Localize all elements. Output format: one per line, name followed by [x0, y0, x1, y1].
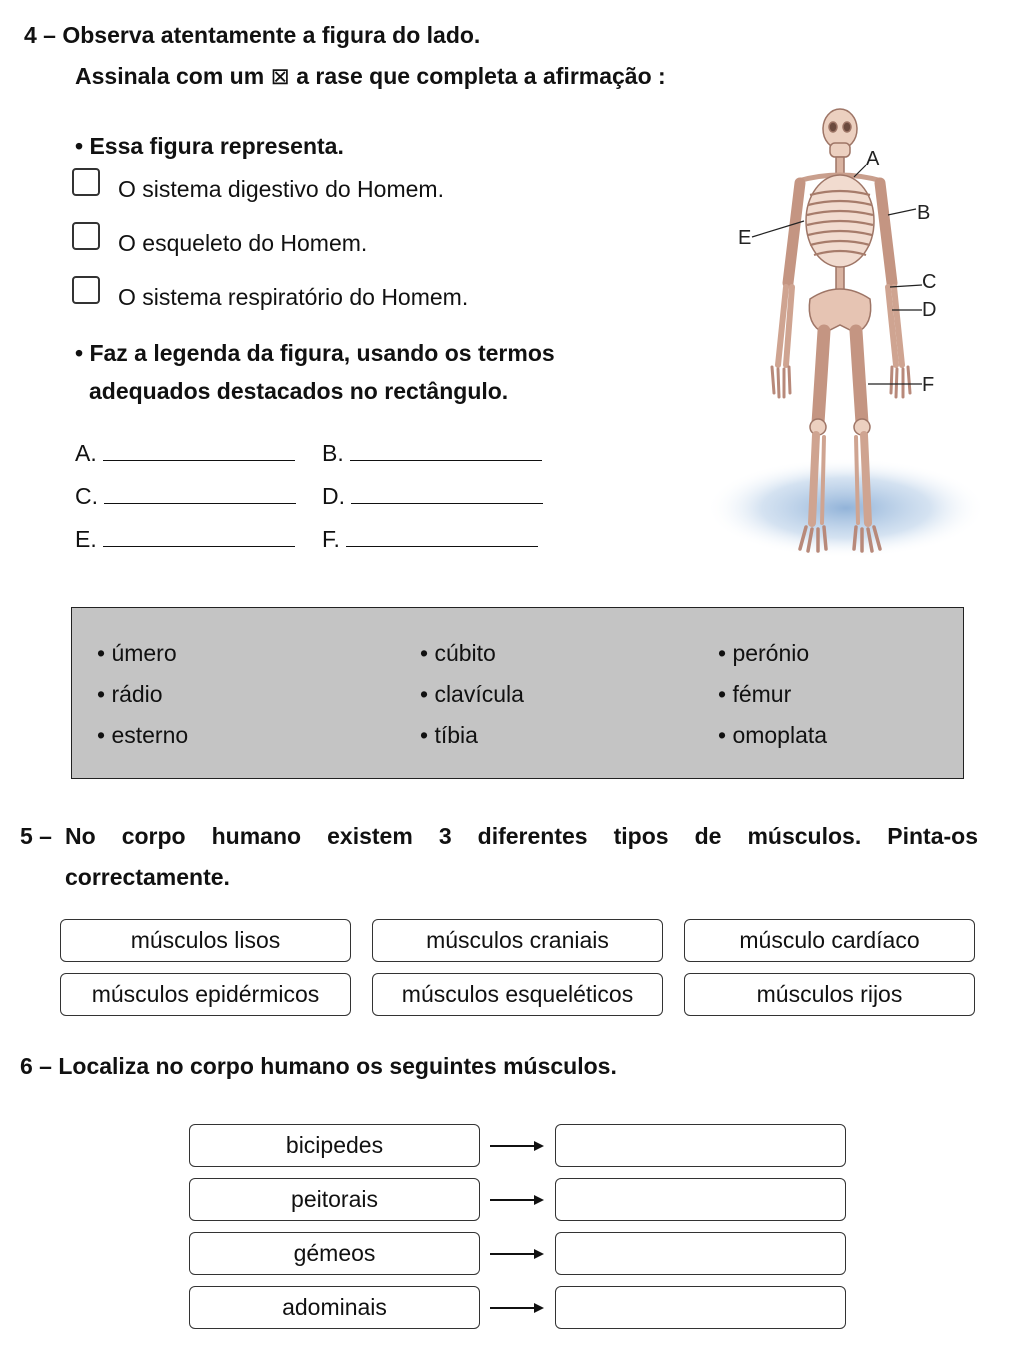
term-esterno: • esterno	[97, 722, 189, 748]
arrow-icon	[488, 1136, 548, 1156]
legend-item-d	[322, 483, 543, 510]
muscle-name-box-3: gémeos	[189, 1232, 480, 1275]
q4-instruction-post: a rase que completa a afirmação :	[296, 63, 666, 89]
muscle-type-box-1[interactable]: músculos lisos	[60, 919, 351, 962]
figure-label-c: C	[922, 271, 937, 293]
figure-label-b: B	[917, 202, 931, 224]
legend-label-b: B.	[322, 440, 344, 466]
answer-box-2[interactable]	[555, 1178, 846, 1221]
option-label-3: O sistema respiratório do Homem.	[118, 284, 469, 310]
q5-number: 5 –	[20, 823, 52, 849]
arrow-icon	[488, 1298, 548, 1318]
q5-text	[65, 816, 978, 898]
term-umero: • úmero	[97, 640, 177, 666]
option-checkbox-2[interactable]	[72, 222, 100, 250]
muscle-type-box-2[interactable]: músculos craniais	[372, 919, 663, 962]
muscle-type-box-3[interactable]: músculo cardíaco	[684, 919, 975, 962]
muscle-name-box-1: bicipedes	[189, 1124, 480, 1167]
option-label-1: O sistema digestivo do Homem.	[118, 176, 444, 202]
skeleton-figure	[706, 103, 986, 568]
legend-blank-f[interactable]	[346, 526, 538, 547]
q5-text-line2: correctamente.	[65, 864, 230, 890]
legend-blank-b[interactable]	[350, 440, 542, 461]
legend-item-c	[75, 483, 296, 510]
q4-part2-line1: • Faz a legenda da figura, usando os termos	[75, 340, 555, 366]
ground-shadow	[706, 458, 986, 558]
legend-label-d: D.	[322, 483, 345, 509]
q4-instruction	[75, 63, 666, 90]
term-peronio: • perónio	[718, 640, 810, 666]
muscle-type-box-6[interactable]: músculos rijos	[684, 973, 975, 1016]
muscle-name-box-2: peitorais	[189, 1178, 480, 1221]
figure-label-e: E	[738, 227, 752, 249]
legend-item-f	[322, 526, 538, 553]
checked-box-icon: ⊠	[270, 64, 290, 90]
term-cubito: • cúbito	[420, 640, 496, 666]
option-checkbox-3[interactable]	[72, 276, 100, 304]
term-tibia: • tíbia	[420, 722, 478, 748]
legend-label-f: F.	[322, 526, 340, 552]
term-omoplata: • omoplata	[718, 722, 828, 748]
legend-item-b	[322, 440, 542, 467]
term-femur: • fémur	[718, 681, 792, 707]
q4-part1-title: • Essa figura representa.	[75, 133, 344, 159]
q6-title: 6 – Localiza no corpo humano os seguintes músculos.	[20, 1053, 617, 1079]
legend-label-c: C.	[75, 483, 98, 509]
muscle-type-box-5[interactable]: músculos esqueléticos	[372, 973, 663, 1016]
muscle-type-box-4[interactable]: músculos epidérmicos	[60, 973, 351, 1016]
arrow-icon	[488, 1244, 548, 1264]
option-checkbox-1[interactable]	[72, 168, 100, 196]
figure-label-f: F	[922, 374, 935, 396]
answer-box-4[interactable]	[555, 1286, 846, 1329]
legend-blank-e[interactable]	[103, 526, 295, 547]
arrow-icon	[488, 1190, 548, 1210]
term-clavicula: • clavícula	[420, 681, 524, 707]
term-radio: • rádio	[97, 681, 163, 707]
legend-label-a: A.	[75, 440, 97, 466]
q4-title: 4 – Observa atentamente a figura do lado.	[24, 22, 481, 48]
legend-blank-d[interactable]	[351, 483, 543, 504]
legend-item-e	[75, 526, 295, 553]
figure-label-d: D	[922, 299, 937, 321]
q4-part2-line2: adequados destacados no rectângulo.	[89, 378, 509, 404]
answer-box-3[interactable]	[555, 1232, 846, 1275]
legend-label-e: E.	[75, 526, 97, 552]
legend-blank-a[interactable]	[103, 440, 295, 461]
legend-blank-c[interactable]	[104, 483, 296, 504]
answer-box-1[interactable]	[555, 1124, 846, 1167]
option-label-2: O esqueleto do Homem.	[118, 230, 368, 256]
terms-box	[71, 607, 964, 779]
q5-text-line1: No corpo humano existem 3 diferentes tipos de músculos. Pinta-os	[65, 823, 978, 849]
legend-item-a	[75, 440, 295, 467]
muscle-name-box-4: adominais	[189, 1286, 480, 1329]
figure-label-a: A	[866, 148, 880, 170]
q4-instruction-pre: Assinala com um	[75, 63, 265, 89]
